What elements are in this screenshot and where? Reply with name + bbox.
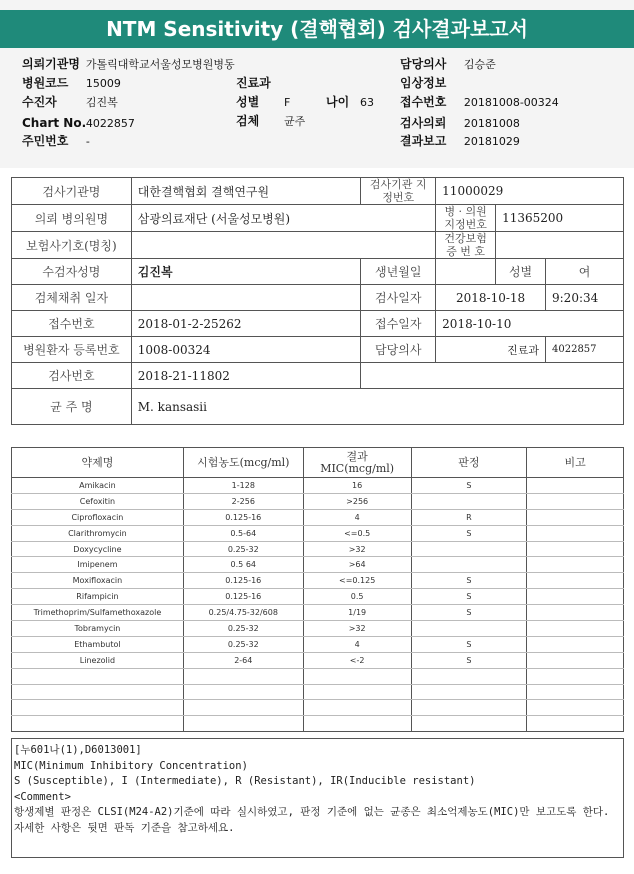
cell-range: 2-64 [183, 652, 303, 668]
cell-interp: S [411, 589, 527, 605]
patient-info-table [11, 177, 624, 425]
hospital-code-value: 15009 [85, 77, 121, 90]
cell-mic: <=0.5 [303, 525, 411, 541]
code-line: [누601나(1),D6013001] [14, 744, 142, 756]
report-date-row [400, 133, 520, 150]
cell-drug: Ethambutol [12, 636, 184, 652]
cell-interp [411, 684, 527, 700]
table-row [12, 541, 624, 557]
institution-row [22, 56, 235, 73]
table-row [12, 716, 624, 732]
cell-interp [411, 668, 527, 684]
info-row [12, 337, 624, 363]
strain-value: M. kansasii [131, 389, 623, 425]
cell-note [527, 557, 624, 573]
cell-note [527, 478, 624, 494]
lab-label: 검사기관명 [12, 178, 132, 205]
cell-interp: S [411, 652, 527, 668]
sex-row [236, 94, 290, 111]
birth-label: 생년월일 [361, 259, 436, 285]
table-row [12, 525, 624, 541]
dept-value: 4022857 [546, 337, 624, 363]
cell-mic [303, 668, 411, 684]
drug-header: 약제명 [12, 448, 184, 478]
acc-no-value: 2018-01-2-25262 [131, 311, 361, 337]
cell-note [527, 684, 624, 700]
cell-drug: Trimethoprim/Sulfamethoxazole [12, 605, 184, 621]
chart-value: 4022857 [85, 117, 135, 130]
cell-mic [303, 700, 411, 716]
cell-drug [12, 684, 184, 700]
chart-row [22, 115, 135, 132]
mic-header-line1: 결과 [346, 449, 368, 463]
clinical-row [400, 75, 460, 92]
hospital-code-row [22, 75, 121, 92]
cell-mic: <-2 [303, 652, 411, 668]
cell-range: 0.125-16 [183, 509, 303, 525]
hosp-no-label: 병 · 의원 지정번호 [436, 205, 496, 232]
cell-mic: 4 [303, 509, 411, 525]
table-header-row [12, 448, 624, 478]
table-row [12, 652, 624, 668]
cell-interp [411, 541, 527, 557]
cell-range: 0.5 64 [183, 557, 303, 573]
institution-label: 의뢰기관명 [22, 57, 80, 71]
lab-no-value: 11000029 [436, 178, 624, 205]
cell-note [527, 509, 624, 525]
reg-value: 1008-00324 [131, 337, 361, 363]
cell-note [527, 589, 624, 605]
patient-value: 김진복 [85, 96, 118, 109]
resident-row [22, 133, 90, 150]
cell-note [527, 716, 624, 732]
cell-mic: <=0.125 [303, 573, 411, 589]
specimen-label: 검체 [236, 114, 260, 128]
birth-value [436, 259, 496, 285]
info-row [12, 259, 624, 285]
receipt-row [400, 94, 559, 111]
test-time-value: 9:20:34 [546, 285, 624, 311]
cell-note [527, 621, 624, 637]
hosp-value: 삼광의료재단 (서울성모병원) [131, 205, 435, 232]
specimen-value: 균주 [284, 115, 306, 128]
cell-range: 0.25/4.75-32/608 [183, 605, 303, 621]
insured-value [131, 232, 435, 259]
cell-range: 0.125-16 [183, 589, 303, 605]
table-row [12, 636, 624, 652]
hosp-label: 의뢰 병의원명 [12, 205, 132, 232]
cell-mic [303, 684, 411, 700]
insured-label: 보험사기호(명칭) [12, 232, 132, 259]
reg-label: 병원환자 등록번호 [12, 337, 132, 363]
mic-header [303, 448, 411, 478]
request-value: 20181008 [463, 117, 520, 130]
cell-range: 0.25-32 [183, 621, 303, 637]
info-row [12, 363, 624, 389]
health-no-label: 건강보험 증 번 호 [436, 232, 496, 259]
cell-mic: >256 [303, 493, 411, 509]
acc-date-label: 접수일자 [361, 311, 436, 337]
cell-mic [303, 716, 411, 732]
table-row [12, 668, 624, 684]
resident-label: 주민번호 [22, 134, 69, 148]
cell-interp: S [411, 605, 527, 621]
cell-note [527, 493, 624, 509]
cell-mic: >32 [303, 541, 411, 557]
cell-drug: Doxycycline [12, 541, 184, 557]
cell-mic: 16 [303, 478, 411, 494]
collect-value [131, 285, 361, 311]
table-row [12, 557, 624, 573]
result-body [12, 478, 624, 732]
name-value: 김진복 [131, 259, 361, 285]
table-row [12, 621, 624, 637]
cell-interp [411, 493, 527, 509]
cell-drug: Cefoxitin [12, 493, 184, 509]
dept-row [236, 75, 271, 92]
table-row [12, 493, 624, 509]
request-row [400, 115, 520, 132]
report-date-label: 결과보고 [400, 134, 447, 148]
report-date-value: 20181029 [463, 135, 520, 148]
cell-range [183, 684, 303, 700]
cell-range: 0.25-32 [183, 541, 303, 557]
name-label: 수검자성명 [12, 259, 132, 285]
cell-note [527, 700, 624, 716]
test-no-value: 2018-21-11802 [131, 363, 361, 389]
resident-value: - [85, 135, 90, 148]
cell-drug: Ciprofloxacin [12, 509, 184, 525]
cell-drug [12, 700, 184, 716]
age-label: 나이 [326, 95, 350, 109]
test-no-blank [361, 363, 624, 389]
cell-note [527, 573, 624, 589]
cell-range [183, 700, 303, 716]
request-label: 검사의뢰 [400, 116, 447, 130]
cell-drug: Clarithromycin [12, 525, 184, 541]
cell-drug: Moxifloxacin [12, 573, 184, 589]
range-header: 시험농도(mcg/ml) [183, 448, 303, 478]
cell-interp: S [411, 636, 527, 652]
acc-date-value: 2018-10-10 [436, 311, 624, 337]
info-row [12, 232, 624, 259]
table-row [12, 605, 624, 621]
dept-label: 진료과 [236, 76, 271, 90]
receipt-value: 20181008-00324 [463, 96, 559, 109]
mic-definition: MIC(Minimum Inhibitory Concentration) [14, 759, 248, 772]
cell-drug: Tobramycin [12, 621, 184, 637]
cell-mic: 4 [303, 636, 411, 652]
cell-interp: R [411, 509, 527, 525]
cell-drug: Amikacin [12, 478, 184, 494]
cell-interp [411, 700, 527, 716]
dept-label: 진료과 [507, 343, 539, 357]
mic-header-line2: MIC(mcg/ml) [320, 461, 395, 475]
cell-interp [411, 557, 527, 573]
cell-drug: Linezolid [12, 652, 184, 668]
age-row [326, 94, 374, 111]
hosp-no-value: 11365200 [496, 205, 624, 232]
cell-range: 0.25-32 [183, 636, 303, 652]
cell-note [527, 541, 624, 557]
specimen-row [236, 113, 305, 130]
cell-interp: S [411, 478, 527, 494]
test-date-value: 2018-10-18 [436, 285, 546, 311]
note-header: 비고 [527, 448, 624, 478]
cell-note [527, 652, 624, 668]
patient-row [22, 94, 118, 111]
cell-range [183, 668, 303, 684]
receipt-label: 접수번호 [400, 95, 447, 109]
table-row [12, 509, 624, 525]
sex-label: 성별 [236, 95, 260, 109]
doctor-label: 담당의사 [400, 57, 447, 71]
info-row [12, 205, 624, 232]
info-row [12, 389, 624, 425]
cell-interp [411, 716, 527, 732]
cell-range: 2-256 [183, 493, 303, 509]
cell-mic: >64 [303, 557, 411, 573]
cell-range: 0.5-64 [183, 525, 303, 541]
doc-label: 담당의사 [361, 337, 436, 363]
report-title: NTM Sensitivity (결핵협회) 검사결과보고서 [0, 10, 634, 48]
info-row [12, 311, 624, 337]
cell-mic: >32 [303, 621, 411, 637]
lab-no-label: 검사기관 지정번호 [361, 178, 436, 205]
info-row [12, 178, 624, 205]
cell-range [183, 716, 303, 732]
table-row [12, 700, 624, 716]
comment-box [11, 738, 624, 858]
test-no-label: 검사번호 [12, 363, 132, 389]
hospital-code-label: 병원코드 [22, 76, 69, 90]
lab-value: 대한결핵협회 결핵연구원 [131, 178, 361, 205]
strain-label: 균 주 명 [12, 389, 132, 425]
clinical-label: 임상정보 [400, 76, 447, 90]
cell-note [527, 668, 624, 684]
table-row [12, 684, 624, 700]
cell-drug: Rifampicin [12, 589, 184, 605]
dept-label-cell [436, 337, 546, 363]
info-row [12, 285, 624, 311]
cell-interp [411, 621, 527, 637]
doctor-value: 김승준 [463, 58, 496, 71]
interpretation-legend: S (Susceptible), I (Intermediate), R (Resistant), IR(Inducible resistant) [14, 775, 476, 787]
chart-label: Chart No. [22, 116, 87, 130]
collect-label: 검체채취 일자 [12, 285, 132, 311]
cell-drug [12, 668, 184, 684]
cell-note [527, 636, 624, 652]
patient-label: 수진자 [22, 95, 57, 109]
cell-note [527, 605, 624, 621]
cell-drug: Imipenem [12, 557, 184, 573]
doctor-row [400, 56, 496, 73]
cell-interp: S [411, 573, 527, 589]
health-no-value [496, 232, 624, 259]
institution-value: 가톨릭대학교서울성모병원병동 [85, 58, 235, 71]
comment-label: <Comment> [14, 790, 71, 803]
cell-mic: 1/19 [303, 605, 411, 621]
sex-value: 여 [546, 259, 624, 285]
cell-drug [12, 716, 184, 732]
cell-range: 0.125-16 [183, 573, 303, 589]
cell-note [527, 525, 624, 541]
acc-no-label: 접수번호 [12, 311, 132, 337]
cell-range: 1-128 [183, 478, 303, 494]
cell-mic: 0.5 [303, 589, 411, 605]
susceptibility-table [11, 447, 624, 732]
table-row [12, 478, 624, 494]
interp-header: 판정 [411, 448, 527, 478]
sex-value: F [284, 96, 291, 109]
age-value: 63 [360, 96, 374, 109]
table-row [12, 573, 624, 589]
cell-interp: S [411, 525, 527, 541]
test-date-label: 검사일자 [361, 285, 436, 311]
sex-label: 성별 [496, 259, 546, 285]
comment-text: 항생제별 판정은 CLSI(M24-A2)기준에 따라 실시하였고, 판정 기준에 없는 균종은 최소억제농도(MIC)만 보고도록 한다. 자세한 사항은 뒷면 판독 기준을 참고하세요. [14, 806, 610, 834]
table-row [12, 589, 624, 605]
